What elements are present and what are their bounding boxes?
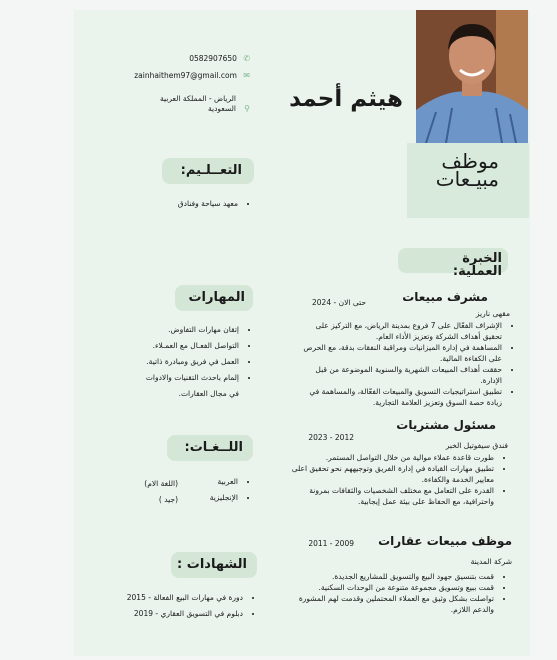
certificates-list (90, 590, 255, 622)
job-period: حتى الان - 2024 (312, 298, 366, 307)
phone-row (120, 54, 250, 64)
list-item: في مجال العقارات. (178, 389, 239, 398)
location-pin-icon: ⚲ (244, 104, 250, 113)
list-item: • المساهمة في إدارة الميزانيات ومراقبة النفقات بدقة، مع الحرص على الكفاءة المالية. (300, 342, 502, 364)
list-item: • قمت ببيع وتسويق مجموعة متنوعة من الوحدات السكنية. (280, 582, 494, 593)
list-item: • القدرة على التعامل مع مختلف الشخصيات والثقافات بمرونة واحترافية، مع الحفاظ على بيئة عمل إيجابية. (280, 485, 494, 507)
job-title: مسئول مشتريات (396, 418, 496, 432)
list-item: • العمل في فريق ومبادرة ذاتية. (108, 354, 239, 370)
list-item: • دبلوم في التسويق العقاري - 2019 (90, 606, 243, 622)
list-item: • حققت أهداف المبيعات الشهرية والسنوية الموضوعة من قبل الإدارة. (300, 364, 502, 386)
job-title-line2: مبيـعات (435, 167, 499, 191)
language-name: • الإنجليزية (168, 490, 238, 506)
list-item: • إتقان مهارات التفاوض. (108, 322, 239, 338)
profile-photo (416, 10, 528, 143)
job-company: فندق سيفوتيل الخبر (445, 441, 508, 450)
email-text[interactable]: zainhaithem97@gmail.com (134, 71, 237, 80)
job-title-line1: موظف (441, 149, 499, 173)
person-name: هيثم أحمد (289, 86, 403, 112)
list-item: • الإشراف الفعّال على 7 فروع بمدينة الرياض، مع التركيز على تحقيق أهداف الشركة وتعزيز الأداء العام. (300, 320, 502, 342)
list-item: • إلمام باحدث التقنيات والادوات (108, 370, 239, 386)
list-item: • تطبيق استراتيجيات التسويق والمبيعات الفعّالة، والمساهمة في زيادة حصة السوق وتعزيز العلامة التجارية. (300, 386, 502, 408)
certificates-heading: الشهادات : (171, 552, 257, 578)
list-item: • دورة في مهارات البيع الفعالة - 2015 (90, 590, 243, 606)
list-item: • تواصلت بشكل وثيق مع العملاء المحتملين وقدمت لهم المشورة والدعم اللازم. (280, 593, 494, 615)
skills-list (108, 322, 251, 402)
list-item: • تطبيق مهارات القيادة في إدارة الفريق وتوجيههم نحو تحقيق اعلى معايير الخدمة والكفاءة. (280, 463, 494, 485)
job-title: مشرف مبيعات (402, 290, 488, 304)
email-icon: ✉ (243, 71, 250, 80)
language-level: (جيد ) (158, 495, 178, 504)
list-item: • معهد سياحة وفنادق (120, 198, 238, 209)
email-row (120, 71, 250, 81)
phone-text[interactable]: 0582907650 (189, 54, 237, 63)
job-title: موظف مبيعات عقارات (378, 534, 512, 548)
job-bullets (300, 320, 512, 408)
address-row (120, 94, 250, 114)
education-heading: التعــلـيم: (162, 158, 254, 184)
job-bullets (280, 571, 504, 615)
list-item: • قمت بتنسيق جهود البيع والتسويق للمشاريع الجديدة. (280, 571, 494, 582)
job-period: 2009 - 2011 (308, 539, 354, 548)
list-item: • طورت قاعدة عملاء موالية من خلال التواصل المستمر. (280, 452, 494, 463)
phone-icon: ✆ (243, 54, 250, 63)
address-line1: الرياض - المملكة العربية (160, 94, 236, 103)
language-name: • العربية (168, 474, 238, 490)
language-level: (اللغة الام) (144, 479, 178, 488)
address-line2: السعودية (207, 104, 236, 113)
languages-heading: اللــغـات: (167, 435, 253, 461)
job-title-box (407, 143, 529, 218)
skills-heading: المهارات (175, 285, 253, 311)
experience-heading: الخبرة العملية: (452, 251, 502, 279)
languages-list (120, 474, 250, 514)
job-period: 2012 - 2023 (308, 433, 354, 442)
person-photo-icon (416, 10, 528, 143)
education-list (120, 198, 250, 209)
job-company: شركة المدينة (470, 557, 512, 566)
job-company: مقهى ناريز (475, 309, 510, 318)
job-bullets (280, 452, 504, 507)
list-item: • التواصل الفعـال مع العمـلاء. (108, 338, 239, 354)
